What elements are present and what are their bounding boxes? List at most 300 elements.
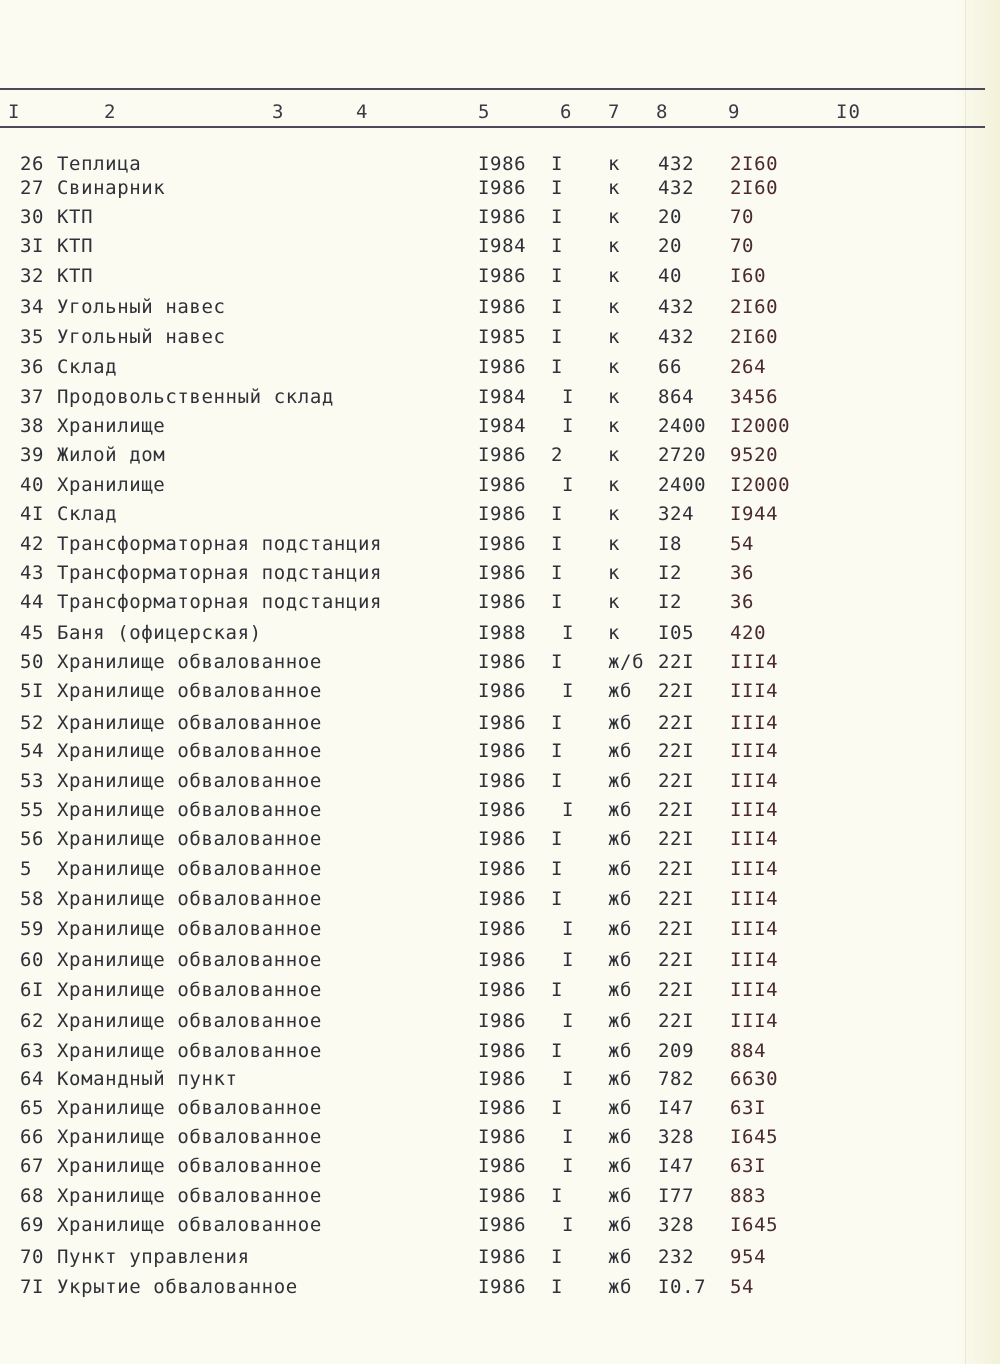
material: жб [608,740,633,762]
area-value: 209 [658,1040,695,1062]
category: I [551,1040,564,1062]
table-row [0,680,1000,708]
row-number: 65 [20,1097,45,1119]
volume-value: 2I60 [730,326,779,348]
category: I [562,680,575,702]
volume-value: 954 [730,1246,767,1268]
table-row [0,979,1000,1007]
area-value: I47 [658,1097,695,1119]
volume-value: I645 [730,1214,779,1236]
row-number: 42 [20,533,45,555]
area-value: 232 [658,1246,695,1268]
volume-value: 63I [730,1097,767,1119]
row-number: 4I [20,503,45,525]
area-value: 22I [658,918,695,940]
column-number-4: 4 [356,101,369,123]
year-built: I986 [478,1126,527,1148]
year-built: I986 [478,828,527,850]
volume-value: III4 [730,680,779,702]
row-number: 30 [20,206,45,228]
category: I [551,770,564,792]
table-row [0,1276,1000,1304]
year-built: I986 [478,1155,527,1177]
material: жб [608,770,633,792]
object-name: Хранилище обвалованное [57,1155,322,1177]
category: I [551,206,564,228]
year-built: I986 [478,1097,527,1119]
year-built: I986 [478,1214,527,1236]
area-value: I8 [658,533,683,555]
material: к [608,206,621,228]
volume-value: I2000 [730,474,791,496]
row-number: 62 [20,1010,45,1032]
category: I [551,858,564,880]
year-built: I986 [478,1068,527,1090]
area-value: 22I [658,858,695,880]
object-name: Угольный навес [57,326,226,348]
volume-value: I645 [730,1126,779,1148]
year-built: I986 [478,444,527,466]
row-number: 38 [20,415,45,437]
volume-value: III4 [730,828,779,850]
material: к [608,474,621,496]
object-name: Хранилище обвалованное [57,1010,322,1032]
object-name: КТП [57,265,94,287]
category: I [551,562,564,584]
material: к [608,562,621,584]
row-number: 66 [20,1126,45,1148]
area-value: 2400 [658,415,707,437]
table-row [0,1040,1000,1068]
area-value: 22I [658,651,695,673]
object-name: Трансформаторная подстанция [57,533,383,555]
table-row [0,1185,1000,1213]
material: к [608,265,621,287]
object-name: Хранилище обвалованное [57,828,322,850]
year-built: I986 [478,712,527,734]
area-value: 40 [658,265,683,287]
area-value: 66 [658,356,683,378]
volume-value: III4 [730,949,779,971]
year-built: I986 [478,265,527,287]
table-row [0,858,1000,886]
volume-value: 63I [730,1155,767,1177]
object-name: Склад [57,503,118,525]
object-name: Трансформаторная подстанция [57,591,383,613]
category: I [551,533,564,555]
volume-value: 884 [730,1040,767,1062]
row-number: 55 [20,799,45,821]
volume-value: I60 [730,265,767,287]
material: к [608,533,621,555]
area-value: 22I [658,770,695,792]
row-number: 60 [20,949,45,971]
row-number: 45 [20,622,45,644]
material: жб [608,1097,633,1119]
object-name: Хранилище обвалованное [57,888,322,910]
table-row [0,799,1000,827]
table-row [0,1155,1000,1183]
table-row [0,1068,1000,1096]
year-built: I986 [478,680,527,702]
table-row [0,386,1000,414]
material: ж/б [608,651,645,673]
category: I [562,1068,575,1090]
category: I [562,474,575,496]
material: жб [608,1276,633,1298]
object-name: Хранилище обвалованное [57,770,322,792]
material: жб [608,799,633,821]
category: I [551,265,564,287]
object-name: Хранилище обвалованное [57,1097,322,1119]
volume-value: III4 [730,651,779,673]
column-number-1: I [8,101,21,123]
year-built: I986 [478,1185,527,1207]
category: I [551,503,564,525]
area-value: I47 [658,1155,695,1177]
volume-value: 3456 [730,386,779,408]
category: I [562,386,575,408]
volume-value: 264 [730,356,767,378]
volume-value: III4 [730,712,779,734]
row-number: 27 [20,177,45,199]
volume-value: 420 [730,622,767,644]
object-name: Продовольственный склад [57,386,334,408]
table-row [0,1097,1000,1125]
row-number: 35 [20,326,45,348]
volume-value: 6630 [730,1068,779,1090]
volume-value: 70 [730,206,755,228]
year-built: I986 [478,474,527,496]
object-name: Хранилище обвалованное [57,858,322,880]
row-number: 6I [20,979,45,1001]
area-value: I77 [658,1185,695,1207]
table-row [0,415,1000,443]
category: I [551,888,564,910]
row-number: 54 [20,740,45,762]
year-built: I986 [478,1276,527,1298]
table-row [0,712,1000,740]
table-row [0,1010,1000,1038]
row-number: 52 [20,712,45,734]
category: I [562,622,575,644]
material: жб [608,888,633,910]
table-row [0,177,1000,205]
row-number: 70 [20,1246,45,1268]
area-value: 328 [658,1214,695,1236]
year-built: I986 [478,740,527,762]
material: жб [608,1068,633,1090]
year-built: I986 [478,949,527,971]
year-built: I984 [478,415,527,437]
year-built: I986 [478,177,527,199]
row-number: 68 [20,1185,45,1207]
area-value: I0.7 [658,1276,707,1298]
category: 2 [551,444,564,466]
material: к [608,386,621,408]
object-name: Хранилище обвалованное [57,799,322,821]
table-row [0,296,1000,324]
material: к [608,153,621,175]
material: к [608,326,621,348]
column-number-10: I0 [836,101,861,123]
material: жб [608,828,633,850]
material: жб [608,949,633,971]
material: к [608,591,621,613]
year-built: I986 [478,153,527,175]
table-row [0,651,1000,679]
row-number: 34 [20,296,45,318]
category: I [551,651,564,673]
material: к [608,296,621,318]
object-name: Хранилище обвалованное [57,680,322,702]
category: I [551,296,564,318]
category: I [551,1246,564,1268]
object-name: Хранилище обвалованное [57,651,322,673]
column-number-6: 6 [560,101,573,123]
category: I [551,177,564,199]
object-name: Хранилище [57,474,166,496]
object-name: КТП [57,206,94,228]
material: к [608,444,621,466]
volume-value: III4 [730,799,779,821]
category: I [551,828,564,850]
table-row [0,326,1000,354]
material: к [608,356,621,378]
area-value: I2 [658,562,683,584]
object-name: Трансформаторная подстанция [57,562,383,584]
area-value: 432 [658,153,695,175]
area-value: 432 [658,296,695,318]
row-number: 69 [20,1214,45,1236]
category: I [551,235,564,257]
row-number: 5 [20,858,33,880]
row-number: 63 [20,1040,45,1062]
area-value: 22I [658,680,695,702]
volume-value: 70 [730,235,755,257]
header-bottom-rule [0,126,985,128]
object-name: Хранилище обвалованное [57,1185,322,1207]
area-value: 432 [658,326,695,348]
year-built: I984 [478,235,527,257]
material: жб [608,1185,633,1207]
row-number: 39 [20,444,45,466]
row-number: 44 [20,591,45,613]
table-row [0,828,1000,856]
material: жб [608,1040,633,1062]
volume-value: III4 [730,858,779,880]
category: I [562,799,575,821]
table-row [0,444,1000,472]
category: I [562,415,575,437]
row-number: 32 [20,265,45,287]
table-row [0,235,1000,263]
table-row [0,1214,1000,1242]
year-built: I986 [478,770,527,792]
object-name: Командный пункт [57,1068,238,1090]
material: к [608,235,621,257]
area-value: 2400 [658,474,707,496]
year-built: I988 [478,622,527,644]
table-row [0,356,1000,384]
category: I [551,326,564,348]
year-built: I986 [478,888,527,910]
table-row [0,562,1000,590]
table-row [0,591,1000,619]
year-built: I986 [478,356,527,378]
area-value: 782 [658,1068,695,1090]
volume-value: III4 [730,740,779,762]
material: жб [608,1126,633,1148]
category: I [551,979,564,1001]
table-row [0,622,1000,650]
category: I [562,1214,575,1236]
material: жб [608,1214,633,1236]
area-value: 22I [658,1010,695,1032]
object-name: КТП [57,235,94,257]
volume-value: III4 [730,1010,779,1032]
object-name: Свинарник [57,177,166,199]
material: жб [608,1246,633,1268]
category: I [562,1126,575,1148]
category: I [551,591,564,613]
row-number: 64 [20,1068,45,1090]
year-built: I986 [478,651,527,673]
area-value: I2 [658,591,683,613]
column-number-8: 8 [656,101,669,123]
category: I [551,740,564,762]
table-row [0,1246,1000,1274]
table-row [0,474,1000,502]
volume-value: III4 [730,918,779,940]
row-number: 3I [20,235,45,257]
year-built: I986 [478,562,527,584]
area-value: 22I [658,979,695,1001]
year-built: I986 [478,591,527,613]
object-name: Укрытие обвалованное [57,1276,298,1298]
column-number-5: 5 [478,101,491,123]
category: I [551,1097,564,1119]
column-number-9: 9 [728,101,741,123]
year-built: I984 [478,386,527,408]
row-number: 59 [20,918,45,940]
row-number: 56 [20,828,45,850]
row-number: 58 [20,888,45,910]
object-name: Баня (офицерская) [57,622,262,644]
category: I [551,153,564,175]
volume-value: 2I60 [730,296,779,318]
row-number: 5I [20,680,45,702]
volume-value: 54 [730,533,755,555]
category: I [562,1155,575,1177]
material: жб [608,1010,633,1032]
material: жб [608,1155,633,1177]
volume-value: 2I60 [730,177,779,199]
object-name: Хранилище обвалованное [57,712,322,734]
volume-value: III4 [730,979,779,1001]
material: жб [608,918,633,940]
object-name: Хранилище обвалованное [57,979,322,1001]
area-value: 22I [658,799,695,821]
volume-value: 883 [730,1185,767,1207]
table-row [0,1126,1000,1154]
column-number-3: 3 [272,101,285,123]
category: I [551,1185,564,1207]
material: к [608,177,621,199]
area-value: 432 [658,177,695,199]
row-number: 37 [20,386,45,408]
area-value: 22I [658,828,695,850]
material: жб [608,712,633,734]
row-number: 36 [20,356,45,378]
column-number-7: 7 [608,101,621,123]
area-value: 22I [658,888,695,910]
year-built: I986 [478,1246,527,1268]
object-name: Хранилище обвалованное [57,1214,322,1236]
row-number: 26 [20,153,45,175]
table-row [0,949,1000,977]
category: I [551,712,564,734]
object-name: Склад [57,356,118,378]
area-value: 20 [658,235,683,257]
object-name: Хранилище обвалованное [57,949,322,971]
category: I [562,949,575,971]
area-value: 864 [658,386,695,408]
volume-value: 36 [730,591,755,613]
year-built: I985 [478,326,527,348]
object-name: Хранилище обвалованное [57,740,322,762]
year-built: I986 [478,799,527,821]
table-row [0,206,1000,234]
object-name: Хранилище обвалованное [57,1040,322,1062]
object-name: Теплица [57,153,142,175]
area-value: 22I [658,740,695,762]
column-number-2: 2 [104,101,117,123]
year-built: I986 [478,918,527,940]
volume-value: 9520 [730,444,779,466]
volume-value: 54 [730,1276,755,1298]
volume-value: I2000 [730,415,791,437]
material: к [608,415,621,437]
object-name: Угольный навес [57,296,226,318]
object-name: Хранилище обвалованное [57,918,322,940]
row-number: 40 [20,474,45,496]
row-number: 67 [20,1155,45,1177]
year-built: I986 [478,206,527,228]
year-built: I986 [478,979,527,1001]
year-built: I986 [478,533,527,555]
category: I [551,356,564,378]
table-row [0,918,1000,946]
object-name: Хранилище [57,415,166,437]
table-row [0,888,1000,916]
table-row [0,533,1000,561]
volume-value: I944 [730,503,779,525]
row-number: 43 [20,562,45,584]
area-value: 22I [658,712,695,734]
year-built: I986 [478,296,527,318]
row-number: 7I [20,1276,45,1298]
object-name: Пункт управления [57,1246,250,1268]
material: жб [608,680,633,702]
category: I [562,918,575,940]
area-value: 324 [658,503,695,525]
material: жб [608,979,633,1001]
object-name: Жилой дом [57,444,166,466]
material: к [608,622,621,644]
object-name: Хранилище обвалованное [57,1126,322,1148]
category: I [551,1276,564,1298]
